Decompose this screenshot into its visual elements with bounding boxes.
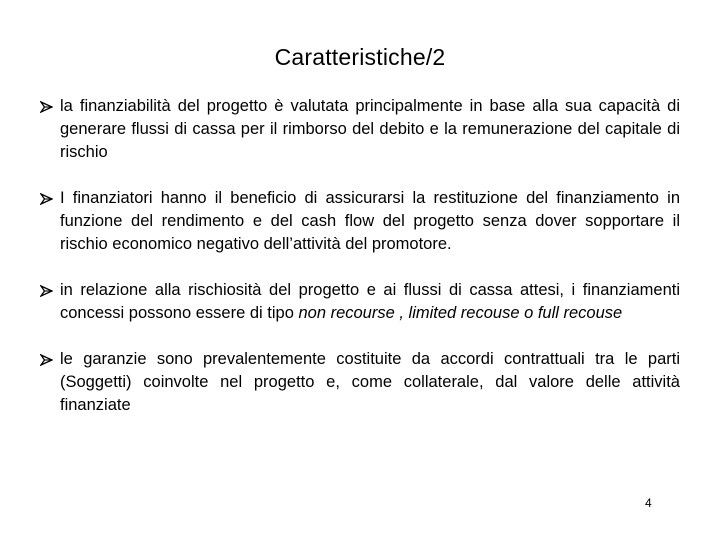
bullet-text-italic-part: non recourse , limited recouse o full recouse <box>298 304 623 322</box>
arrowhead-check-bullet-icon <box>40 348 60 371</box>
slide-title: Caratteristiche/2 <box>274 44 446 70</box>
bullet-text <box>60 95 680 164</box>
bullet-item-1 <box>40 95 680 164</box>
bullet-text <box>60 348 680 417</box>
bullet-item-2 <box>40 187 680 256</box>
bullet-text <box>60 187 680 256</box>
arrowhead-check-bullet-icon <box>40 279 60 302</box>
bullet-item-4 <box>40 348 680 417</box>
bullet-list <box>40 95 680 417</box>
bullet-item-3 <box>40 279 680 325</box>
bullet-text-part: la finanziabilità del progetto è valutata principalmente in base alla sua capacità di generare flussi di cassa per il rimborso del debito e la remunerazione del capitale di rischio <box>60 97 680 161</box>
page-number: 4 <box>645 496 652 510</box>
bullet-text-part: in relazione alla rischiosità del progetto e ai flussi di cassa attesi, i finanziamenti concessi possono essere di tipo <box>60 281 680 322</box>
bullet-text <box>60 279 680 325</box>
bullet-text-part: I finanziatori hanno il beneficio di assicurarsi la restituzione del finanziamento in funzione del rendimento e del cash flow del progetto senza dover sopportare il rischio economico negativo dell’attività del promotore. <box>60 189 680 253</box>
arrowhead-check-bullet-icon <box>40 95 60 118</box>
arrowhead-check-bullet-icon <box>40 187 60 210</box>
bullet-text-part: le garanzie sono prevalentemente costituite da accordi contrattuali tra le parti (Soggetti) coinvolte nel progetto e, come collaterale, dal valore delle attività finanziate <box>60 350 680 414</box>
